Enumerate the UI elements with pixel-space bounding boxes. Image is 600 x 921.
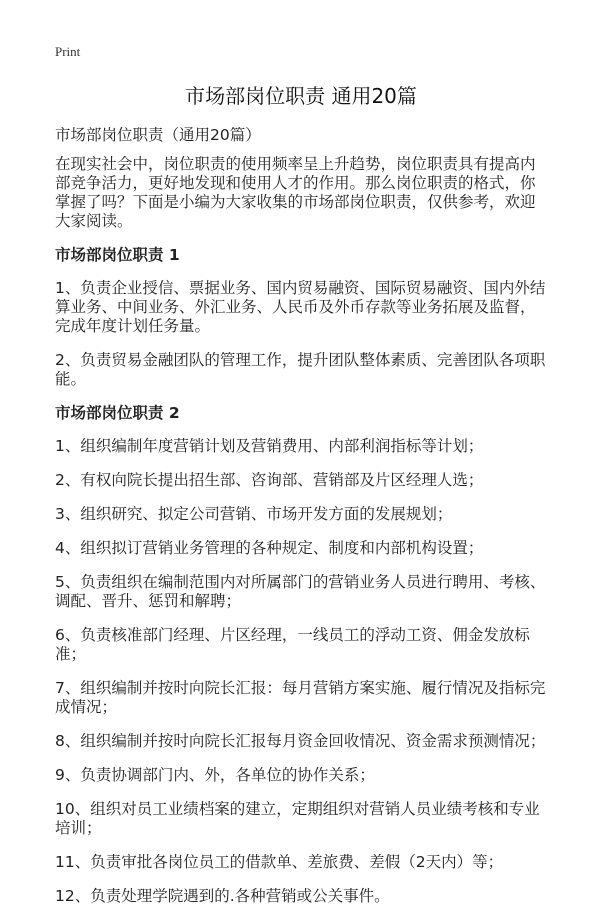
list-item: 1、组织编制年度营销计划及营销费用、内部利润指标等计划； xyxy=(55,437,484,455)
page-title: 市场部岗位职责 通用20篇 xyxy=(185,84,417,108)
list-item: 7、组织编制并按时向院长汇报：每月营销方案实施、履行情况及指标完成情况； xyxy=(55,679,546,716)
list-item: 10、组织对员工业绩档案的建立，定期组织对营销人员业绩考核和专业培训； xyxy=(55,800,540,837)
list-item: 2、负责贸易金融团队的管理工作，提升团队整体素质、完善团队各项职能。 xyxy=(55,351,546,388)
list-item: 12、负责处理学院遇到的.各种营销或公关事件。 xyxy=(55,887,390,905)
print-link[interactable]: Print xyxy=(55,44,81,59)
list-item: 2、有权向院长提出招生部、咨询部、营销部及片区经理人选； xyxy=(55,471,484,489)
list-item: 11、负责审批各岗位员工的借款单、差旅费、差假（2天内）等； xyxy=(55,853,504,871)
subtitle: 市场部岗位职责（通用20篇） xyxy=(55,126,261,144)
section-heading: 市场部岗位职责 1 xyxy=(55,246,180,264)
document xyxy=(55,44,547,921)
list-item: 3、组织研究、拟定公司营销、市场开发方面的发展规划； xyxy=(55,505,453,523)
section-heading: 市场部岗位职责 2 xyxy=(55,404,180,422)
list-item: 4、组织拟订营销业务管理的各种规定、制度和内部机构设置； xyxy=(55,539,484,557)
list-item: 6、负责核准部门经理、片区经理，一线员工的浮动工资、佣金发放标准； xyxy=(55,626,530,663)
list-item: 1、负责企业授信、票据业务、国内贸易融资、国际贸易融资、国内外结算业务、中间业务、外汇业务、人民币及外币存款等业务拓展及监督，完成年度计划任务量。 xyxy=(55,279,546,335)
list-item: 5、负责组织在编制范围内对所属部门的营销业务人员进行聘用、考核、调配、晋升、惩罚和解聘； xyxy=(55,573,546,610)
list-item: 8、组织编制并按时向院长汇报每月资金回收情况、资金需求预测情况； xyxy=(55,732,546,750)
intro-paragraph: 在现实社会中，岗位职责的使用频率呈上升趋势，岗位职责具有提高内部竞争活力，更好地发现和使用人才的作用。那么岗位职责的格式，你掌握了吗？下面是小编为大家收集的市场部岗位职责，仅供参考，欢迎大家阅读。 xyxy=(55,155,536,230)
list-item: 9、负责协调部门内、外，各单位的协作关系； xyxy=(55,766,375,784)
